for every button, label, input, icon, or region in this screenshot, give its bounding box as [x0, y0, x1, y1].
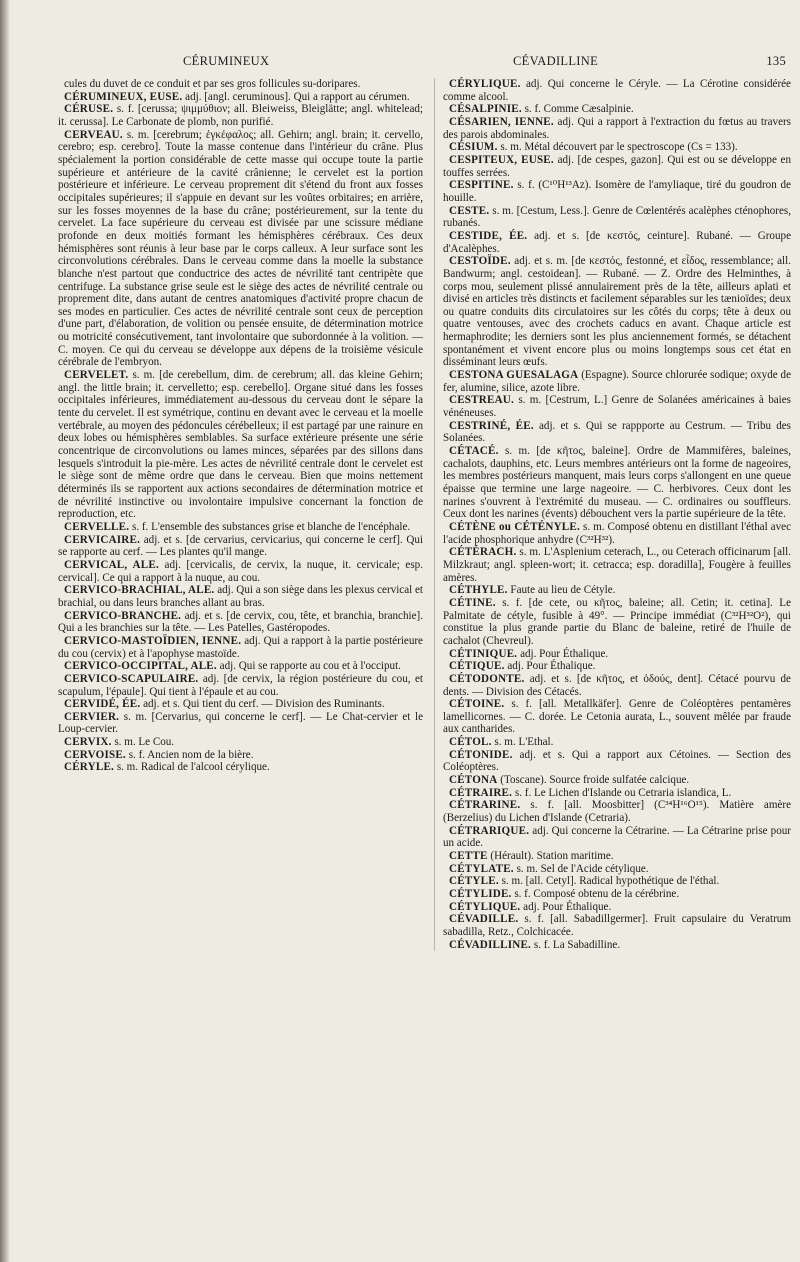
dictionary-entry [58, 635, 423, 660]
entry-headword: CÉRYLIQUE. [449, 78, 521, 90]
entry-headword: CERVICAIRE. [64, 533, 141, 546]
dictionary-entry [443, 584, 791, 597]
entry-headword: CERVIDÉ, ÉE. [64, 698, 141, 711]
dictionary-entry [58, 369, 423, 521]
dictionary-entry [443, 255, 791, 369]
entry-definition: s. m. L'Ethal. [494, 736, 554, 749]
dictionary-entry [443, 521, 791, 546]
entry-definition: s. m. Radical de l'alcool cérylique. [116, 761, 270, 774]
dictionary-entry [58, 673, 423, 698]
dictionary-entry [443, 205, 791, 230]
entry-definition: (Hérault). Station maritime. [490, 850, 614, 863]
dictionary-entry [58, 610, 423, 635]
entry-definition: adj. Qui a rapport à la partie postérieure du cou (cervix) et à l'apophyse mastoïde. [58, 634, 423, 660]
dictionary-entry [443, 116, 791, 141]
entry-definition: s. f. [cerussa; ψιμμύθιον; all. Bleiweiss, Bleiglätte; angl. whitelead; it. cerussa]. Le Carbonate de plomb, non purifié. [58, 103, 424, 128]
entry-headword: CERVIX. [64, 736, 112, 749]
dictionary-entry [443, 939, 791, 952]
entry-definition: adj. Pour Éthalique. [507, 660, 596, 673]
book-spine-shadow [0, 0, 10, 1262]
entry-definition: adj. Qui a rapport à l'extraction du fœtus au travers des parois abdominales. [443, 115, 792, 141]
dictionary-entry [443, 141, 791, 154]
dictionary-entry [443, 888, 791, 901]
entry-definition: s. f. [all. Metallkäfer]. Genre de Coléoptères pentamères lamellicornes. — C. dorée. Le Cetonia aurata, L., souvent mêlée par fraude aux cantharides. [443, 698, 791, 736]
page-number: 135 [766, 54, 786, 68]
entry-definition: s. f. [all. Moosbitter] (C³⁴H¹⁶O¹⁵). Matière amère (Berzelius) du Lichen d'Islande (Cetraria). [443, 799, 791, 825]
entry-definition: (Toscane). Source froide sulfatée calcique. [500, 774, 690, 787]
entry-headword: CÉRYLE. [64, 761, 115, 774]
entry-headword: CESTRINÉ, ÉE. [449, 419, 534, 432]
dictionary-entry [443, 660, 791, 673]
entry-headword: CERVICAL, ALE. [64, 558, 159, 571]
entry-headword: CÉTRARIQUE. [449, 824, 530, 837]
entry-definition: adj. [angl. ceruminous]. Qui a rapport au cérumen. [185, 90, 410, 103]
entry-definition: s. f. [all. Sabadillgermer]. Fruit capsulaire du Veratrum sabadilla, Retz., Colchicacée. [443, 913, 791, 938]
entry-headword: CESTE. [449, 204, 490, 217]
dictionary-entry [443, 648, 791, 661]
dictionary-entry [58, 103, 423, 128]
entry-definition: s. f. (C¹⁰H¹³Az). Isomère de l'amyliaque, tiré du goudron de houille. [443, 179, 791, 204]
entry-definition: s. m. [de κῆτος, baleine]. Ordre de Mammifères, baleines, cachalots, dauphins, etc. Leurs membres antérieurs ont la forme de nageoires, les membres postérieurs manquent, mais leurs corps s'allongent en une queue épaisse que termine une large nageoire. — C. herbivores. Ceux dont les narines s'ouvrent à l'extrémité du museau. — C. ordinaires ou souffleurs. Ceux dont les narines (évents) débouchent vers la partie supérieure de la tête. [443, 445, 791, 521]
dictionary-entry [443, 863, 791, 876]
entry-definition: s. m. Composé obtenu en distillant l'éthal avec l'acide phosphorique anhydre (C³²H³²). [443, 520, 791, 546]
entry-headword: CERVIER. [64, 710, 120, 723]
entry-headword: CÉTRAIRE. [449, 786, 513, 799]
entry-headword: CÉTÉRACH. [449, 546, 517, 559]
entry-definition: adj. [de cervix, la région postérieure du cou, et scapulum, l'épaule]. Qui tient à l'épaule et au cou. [58, 672, 423, 698]
dictionary-entry [443, 787, 791, 800]
entry-headword: CÉTACÉ. [449, 445, 499, 458]
entry-headword: CÉTRARINE. [449, 799, 521, 812]
dictionary-entry [58, 660, 423, 673]
dictionary-entry [443, 825, 791, 850]
dictionary-entry [58, 711, 423, 736]
entry-headword: CÉTOL. [449, 736, 492, 749]
dictionary-entry [443, 749, 791, 774]
entry-headword: CÉTYLE. [449, 875, 499, 888]
dictionary-entry [58, 761, 423, 774]
dictionary-entry [443, 78, 791, 103]
dictionary-entry [443, 698, 791, 736]
entry-headword: CÉRUSE. [64, 103, 114, 116]
running-header [18, 54, 786, 72]
dictionary-entry [443, 546, 791, 584]
entry-headword: CERVICO-BRANCHE. [64, 609, 182, 622]
entry-definition: adj. Qui concerne la Cétrarine. — La Cétrarine prise pour un acide. [443, 824, 791, 850]
entry-definition: s. m. Le Cou. [114, 736, 175, 749]
entry-definition: Faute au lieu de Cétyle. [510, 584, 616, 597]
dictionary-entry [58, 736, 423, 749]
entry-definition: s. f. L'ensemble des substances grise et blanche de l'encéphale. [132, 520, 411, 533]
entry-definition: adj. Pour Éthalique. [523, 900, 612, 913]
entry-definition: adj. Qui a son siège dans les plexus cervical et brachial, ou dans leurs branches allant au bras. [58, 584, 424, 609]
dictionary-entry [58, 78, 423, 91]
entry-headword: CÉSALPINIE. [449, 103, 522, 116]
entry-headword: CESTREAU. [449, 394, 514, 407]
entry-definition: adj. Qui se rapporte au cou et à l'occiput. [219, 660, 401, 673]
entry-definition: s. m. [Cestum, Less.]. Genre de Cœlentérés acalèphes cténophores, rubanés. [443, 204, 791, 230]
entry-headword: CÉSARIEN, IENNE. [449, 115, 554, 128]
entry-headword: CERVICO-MASTOÏDIEN, IENNE. [64, 634, 242, 647]
left-column [58, 78, 423, 774]
entry-headword: CERVOISE. [64, 748, 126, 761]
entry-headword: CÉVADILLE. [449, 913, 519, 926]
dictionary-entry [443, 154, 791, 179]
entry-definition: s. f. Comme Cæsalpinie. [524, 103, 634, 116]
entry-definition: s. m. [cerebrum; ἐγκέφαλος; all. Gehirn; angl. brain; it. cervello, cerebro; esp. cerebro]. Toute la masse contenue dans l'intérieur du crâne. Plus spécialement la portion considérable de cette masse qui occupe toute la partie supérieure et antérieure de la cavité crânienne; le cervelet est la portion postérieure et inférieure. Le cerveau proprement dit s'étend du front aux fosses occipitales supérieures; il s'appuie en devant sur les voûtes orbitaires; en arrière, sur les fosses moyennes de la base du crâne; postérieurement, sur la tente du cervelet. La face supérieure du cerveau est divisée par une scissure médiane profonde en deux moitiés formant les hémisphères cérébraux. Ces deux hémisphères sont réunis à leur base par le corps calleux. A leur surface sont les circonvolutions cérébrales. Dans le cerveau comme dans la moelle la substance blanche n'est partout que conductrice des actes de névrilité tant centripète que centrifuge. La substance grise seule est le siège des actes de névrilité centrale ou proprement dite, dans autant de centres anatomiques d'activité propre chacun de ses modes en particulier. Ces actes de névrilité centrale sont ceux de perception d'une part, d'élaboration, de volition ou pensée ensuite, de détermination motrice ou motricité consécutivement, tant involontaire que subordonnée à la volition. — C. moyen. Ce qui du cerveau se développe aux dépens de la troisième vésicule cérébrale de l'embryon. [58, 128, 423, 369]
entry-definition: adj. et s. Qui tient du cerf. — Division des Ruminants. [143, 698, 385, 711]
dictionary-entry [58, 698, 423, 711]
dictionary-entry [443, 394, 791, 419]
entry-definition: s. f. La Sabadilline. [533, 938, 621, 951]
entry-headword: CERVELLE. [64, 520, 130, 533]
entry-headword: CÉTODONTE. [449, 672, 525, 685]
entry-definition: s. f. Composé obtenu de la cérébrine. [514, 888, 680, 900]
dictionary-entry [58, 749, 423, 762]
dictionary-entry [443, 179, 791, 204]
entry-definition: s. f. [de cete, ou κῆτος, baleine; all. Cetin; it. cetina]. Le Palmitate de cétyle, fusible à 49°. — Principe immédiat (C³²H³²O²), qui constitue la plus grande partie du Blanc de baleine, retiré de l'huile de cachalot (Chevreul). [443, 596, 791, 647]
dictionary-entry [58, 91, 423, 104]
entry-headword: CESPITEUX, EUSE. [449, 153, 554, 166]
dictionary-entry [443, 673, 791, 698]
dictionary-entry [443, 875, 791, 888]
entry-headword: CESPITINE. [449, 179, 514, 192]
entry-headword: CÉTYLATE. [449, 862, 514, 875]
dictionary-entry [58, 129, 423, 369]
dictionary-entry [443, 230, 791, 255]
entry-headword: CÉTYLIQUE. [449, 900, 521, 913]
entry-definition: s. m. Sel de l'Acide cétylique. [516, 862, 649, 875]
entry-definition: s. f. Ancien nom de la bière. [128, 748, 254, 761]
entry-headword: CÉTÈNE ou CÉTÉNYLE. [449, 520, 580, 533]
entry-definition: adj. [de cespes, gazon]. Qui est ou se développe en touffes serrées. [443, 153, 792, 179]
dictionary-entry [443, 850, 791, 863]
entry-headword: CÉTOINE. [449, 698, 505, 711]
entry-definition: s. f. Le Lichen d'Islande ou Cetraria islandica, L. [514, 786, 732, 799]
entry-definition: cules du duvet de ce conduit et par ses gros follicules su-doripares. [64, 78, 361, 90]
entry-headword: CERVICO-OCCIPITAL, ALE. [64, 660, 217, 673]
entry-definition: s. m. Métal découvert par le spectroscope (Cs = 133). [500, 141, 738, 154]
entry-headword: CERVICO-BRACHIAL, ALE. [64, 584, 215, 597]
dictionary-entry [443, 901, 791, 914]
entry-definition: adj. et s. Qui se rappporte au Cestrum. — Tribu des Solanées. [443, 419, 791, 445]
dictionary-entry [443, 736, 791, 749]
entry-definition: adj. et s. [de cervarius, cervicarius, qui concerne le cerf]. Qui se rapporte au cerf. — Les plantes qu'il mange. [58, 533, 423, 559]
entry-headword: CESTONA GUESALAGA [449, 369, 579, 382]
entry-headword: CÉRUMINEUX, EUSE. [64, 90, 183, 103]
entry-definition: s. m. L'Asplenium ceterach, L., ou Ceterach officinarum [all. Milzkraut; angl. spleen-wort; it. cetracca; esp. doradilla], Fougère à feuilles amères. [443, 546, 792, 584]
entry-headword: CESTIDE, ÉE. [449, 229, 528, 242]
entry-definition: adj. et s. Qui a rapport aux Cétoines. — Section des Coléoptères. [443, 748, 791, 774]
dictionary-entry [443, 774, 791, 787]
entry-headword: CÉTIQUE. [449, 660, 505, 673]
right-column [434, 78, 791, 951]
entry-definition: adj. [cervicalis, de cervix, la nuque, it. cervicale; esp. cervical]. Ce qui a rapport à la nuque, au cou. [58, 558, 423, 584]
entry-definition: adj. Qui concerne le Céryle. — La Cérotine considérée comme alcool. [443, 78, 791, 103]
entry-headword: CERVELET. [64, 369, 129, 382]
header-last-word: CÉVADILLINE [513, 54, 599, 68]
entry-headword: CERVICO-SCAPULAIRE. [64, 672, 199, 685]
dictionary-entry [58, 534, 423, 559]
dictionary-entry [443, 913, 791, 938]
entry-headword: CÉTINE. [449, 596, 496, 609]
dictionary-entry [443, 420, 791, 445]
entry-headword: CÉSIUM. [449, 141, 498, 154]
entry-definition: s. m. [all. Cetyl]. Radical hypothétique de l'éthal. [501, 875, 720, 888]
entry-headword: CESTOÏDE. [449, 255, 511, 268]
entry-headword: CÉTYLIDE. [449, 888, 512, 900]
dictionary-page [18, 26, 792, 1241]
entry-definition: s. m. [Cervarius, qui concerne le cerf]. — Le Chat-cervier et le Loup-cervier. [58, 710, 423, 736]
entry-definition: adj. et s. [de κῆτος, et ὀδούς, dent]. Cétacé pourvu de dents. — Division des Cétacés. [443, 672, 791, 698]
entry-definition: adj. et s. m. [de κεστός, festonné, et εἶδος, ressemblance; all. Bandwurm; angl. cestoidean]. — Rubané. — Z. Ordre des Helminthes, à corps mou, seulement plissé annulairement près de la tête, ailleurs aplati et divisé en articles très distincts et facilement séparables sur les tænioïdes; deux ou quatre conduits dits circulatoires sur les côtés du corps; tête à deux ou quatre ventouses, avec des crochets caducs en avant. Chaque article est hermaphrodite; les derniers sont les plus anciennement formés, se détachent spontanément et vivent encore plus ou moins longtemps sous cet état en disséminant leurs œufs. [443, 255, 791, 369]
dictionary-entry [443, 369, 791, 394]
dictionary-entry [443, 597, 791, 648]
dictionary-entry [58, 584, 423, 609]
entry-definition: adj. et s. [de cervix, cou, tête, et branchia, branchie]. Qui a les branchies sur la tête. — Les Patelles, Gastéropodes. [58, 609, 423, 635]
dictionary-entry [443, 799, 791, 824]
entry-definition: s. m. [Cestrum, L.] Genre de Solanées américaines à baies vénéneuses. [443, 394, 791, 420]
dictionary-entry [58, 559, 423, 584]
entry-headword: CÉTONA [449, 774, 498, 787]
entry-headword: CETTE [449, 850, 488, 863]
entry-headword: CÉTONIDE. [449, 748, 513, 761]
entry-definition: s. m. [de cerebellum, dim. de cerebrum; all. das kleine Gehirn; angl. the little brain; it. cervelletto; esp. cerebello]. Organe situé dans les fosses occipitales inférieures, immédiatement au-dessous du cerveau dont le sépare la tente du cervelet. Il est symétrique, continu en devant avec le cerveau et la moelle vertébrale, au moyen des pédoncules cérébelleux; il est partagé par une rainure en deux lobes ou hémisphères semblables. Sa surface extérieure présente une série concentrique de circonvolutions ou lames minces, séparées par des sillons dans lesquels s'introduit la pie-mère. Les actes de névrilité centrale dont le cervelet est le siège sont de même ordre que dans le cerveau. Bien que moins nettement déterminés ils se rapportent aux actions secondaires de détermination motrice et de névrilité instinctive ou involontaire impulsive concernant la fonction de reproduction, etc. [58, 369, 423, 521]
dictionary-entry [443, 103, 791, 116]
entry-definition: adj. et s. [de κεστός, ceinture]. Rubané. — Groupe d'Acalèphes. [443, 229, 791, 255]
entry-headword: CÉVADILLINE. [449, 938, 532, 951]
entry-headword: CÉTINIQUE. [449, 647, 518, 660]
dictionary-entry [58, 521, 423, 534]
dictionary-entry [443, 445, 791, 521]
entry-definition: adj. Pour Éthalique. [520, 647, 609, 660]
entry-definition: (Espagne). Source chlorurée sodique; oxyde de fer, alumine, silice, azote libre. [443, 369, 791, 394]
header-first-word: CÉRUMINEUX [183, 54, 270, 68]
entry-headword: CÉTHYLE. [449, 584, 508, 597]
entry-headword: CERVEAU. [64, 128, 123, 141]
